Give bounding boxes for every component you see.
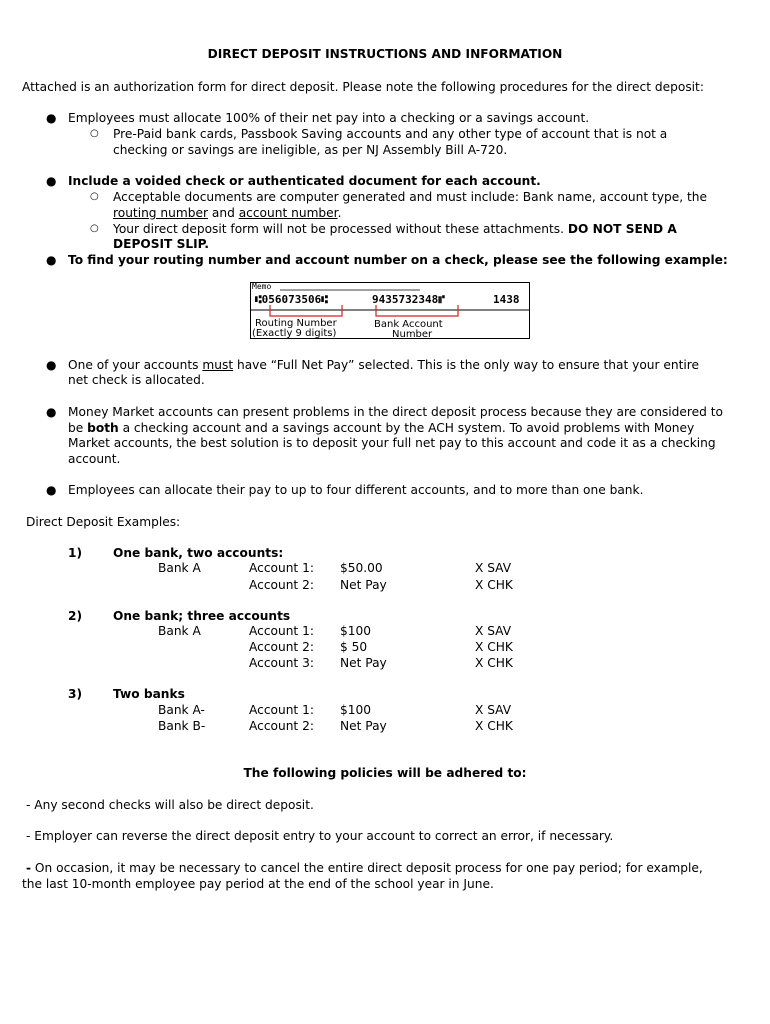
bullet-dot: ● — [46, 253, 57, 267]
bullet-4-line-2: net check is allocated. — [68, 373, 205, 387]
example-heading: Two banks — [113, 687, 185, 701]
bullet-6-text: Employees can allocate their pay to up to four different accounts, and to more than one bank. — [68, 483, 644, 497]
bullet-1-sub-1-line-2: checking or savings are ineligible, as per NJ Assembly Bill A-720. — [113, 143, 508, 157]
sub-bullet-circle: ○ — [90, 191, 99, 202]
bullet-5-line-2 — [68, 420, 694, 436]
example-type: X CHK — [475, 719, 513, 733]
sub-bullet-circle: ○ — [90, 223, 99, 234]
account-number-term: account number — [238, 206, 338, 220]
example-heading: One bank; three accounts — [113, 609, 291, 623]
policies-heading: The following policies will be adhered to: — [243, 766, 527, 780]
account-label-1: Bank Account — [374, 319, 443, 330]
must-term: must — [202, 358, 234, 372]
and-text: and — [208, 206, 239, 220]
policy-1: - Any second checks will also be direct deposit. — [26, 798, 314, 812]
bullet-5-text-a: be — [68, 421, 88, 435]
policy-3-text: On occasion, it may be necessary to cancel the entire direct deposit process for one pay period; for example, — [31, 861, 703, 875]
example-account: Account 2: — [249, 640, 314, 654]
example-type: X CHK — [475, 578, 513, 592]
example-account: Account 1: — [249, 703, 314, 717]
micr-account: 9435732348⑈ — [372, 293, 445, 306]
example-bank: Bank A — [158, 561, 201, 575]
micr-routing: ⑆056073506⑆ — [255, 293, 328, 306]
example-account: Account 1: — [249, 624, 314, 638]
example-type: X SAV — [475, 624, 512, 638]
example-number: 3) — [68, 687, 83, 701]
period-text: . — [337, 206, 342, 220]
bullet-4-text-a: One of your accounts — [68, 358, 203, 372]
bullet-4-line-1 — [68, 357, 699, 373]
routing-number-term: routing number — [113, 206, 208, 220]
bullet-1-text: Employees must allocate 100% of their net pay into a checking or a savings account. — [68, 111, 590, 125]
example-heading: One bank, two accounts: — [113, 546, 284, 560]
example-number: 2) — [68, 609, 83, 623]
policy-2: - Employer can reverse the direct deposit entry to your account to correct an error, if necessary. — [26, 829, 614, 843]
micr-check-number: 1438 — [493, 293, 520, 306]
example-account: Account 2: — [249, 578, 314, 592]
memo-label: Memo — [252, 282, 272, 291]
bullet-dot: ● — [46, 358, 57, 372]
examples-heading: Direct Deposit Examples: — [26, 515, 181, 529]
example-amount: $100 — [340, 703, 372, 717]
example-account: Account 3: — [249, 656, 314, 670]
example-amount: Net Pay — [340, 719, 387, 733]
bullet-dot: ● — [46, 483, 57, 497]
attachments-text: Your direct deposit form will not be processed without these attachments. — [113, 222, 568, 236]
bullet-1-sub-1-line-1: Pre-Paid bank cards, Passbook Saving accounts and any other type of account that is not a — [113, 127, 668, 141]
bullet-5-line-1: Money Market accounts can present problems in the direct deposit process because they are considered to — [68, 405, 724, 419]
policy-3-line-2: the last 10-month employee pay period at the end of the school year in June. — [22, 877, 494, 891]
example-type: X CHK — [475, 656, 513, 670]
bullet-2-sub-1-line-2 — [113, 205, 341, 221]
account-label-2: Number — [392, 329, 433, 339]
bullet-2-sub-2-line-2: DEPOSIT SLIP. — [113, 237, 210, 251]
bullet-2-sub-1-line-1: Acceptable documents are computer generated and must include: Bank name, account type, the — [113, 190, 708, 204]
bullet-dot: ● — [46, 111, 57, 125]
policy-3-dash: - — [26, 861, 32, 875]
bullet-4-text-b: have “Full Net Pay” selected. This is the only way to ensure that your entire — [233, 358, 700, 372]
routing-label-1: Routing Number — [255, 318, 337, 329]
bullet-dot: ● — [46, 405, 57, 419]
example-type: X SAV — [475, 561, 512, 575]
example-type: X SAV — [475, 703, 512, 717]
bullet-5-line-4: account. — [68, 452, 121, 466]
bullet-2-sub-2-line-1 — [113, 221, 677, 237]
routing-label-2: (Exactly 9 digits) — [252, 328, 337, 339]
both-term: both — [87, 421, 119, 435]
example-bank: Bank B- — [158, 719, 206, 733]
example-account: Account 1: — [249, 561, 314, 575]
example-amount: $50.00 — [340, 561, 383, 575]
example-bank: Bank A — [158, 624, 201, 638]
policy-3-line-1 — [26, 860, 703, 876]
example-amount: $ 50 — [340, 640, 368, 654]
sub-bullet-circle: ○ — [90, 128, 99, 139]
bullet-5-text-b: a checking account and a savings account by the ACH system. To avoid problems with Money — [118, 421, 695, 435]
check-example-image — [250, 282, 530, 339]
example-amount: $100 — [340, 624, 372, 638]
page-title: DIRECT DEPOSIT INSTRUCTIONS AND INFORMATION — [207, 47, 563, 61]
bullet-3-text: To find your routing number and account number on a check, please see the following example: — [68, 253, 728, 267]
bullet-dot: ● — [46, 174, 57, 188]
example-account: Account 2: — [249, 719, 314, 733]
example-amount: Net Pay — [340, 578, 387, 592]
intro-text: Attached is an authorization form for direct deposit. Please note the following procedures for the direct deposit: — [22, 80, 704, 94]
example-type: X CHK — [475, 640, 513, 654]
do-not-send-text: DO NOT SEND A — [567, 222, 677, 236]
bullet-2-text: Include a voided check or authenticated document for each account. — [68, 174, 541, 188]
example-amount: Net Pay — [340, 656, 387, 670]
example-number: 1) — [68, 546, 83, 560]
bullet-5-line-3: Market accounts, the best solution is to deposit your full net pay to this account and code it as a checking — [68, 436, 716, 450]
example-bank: Bank A- — [158, 703, 205, 717]
